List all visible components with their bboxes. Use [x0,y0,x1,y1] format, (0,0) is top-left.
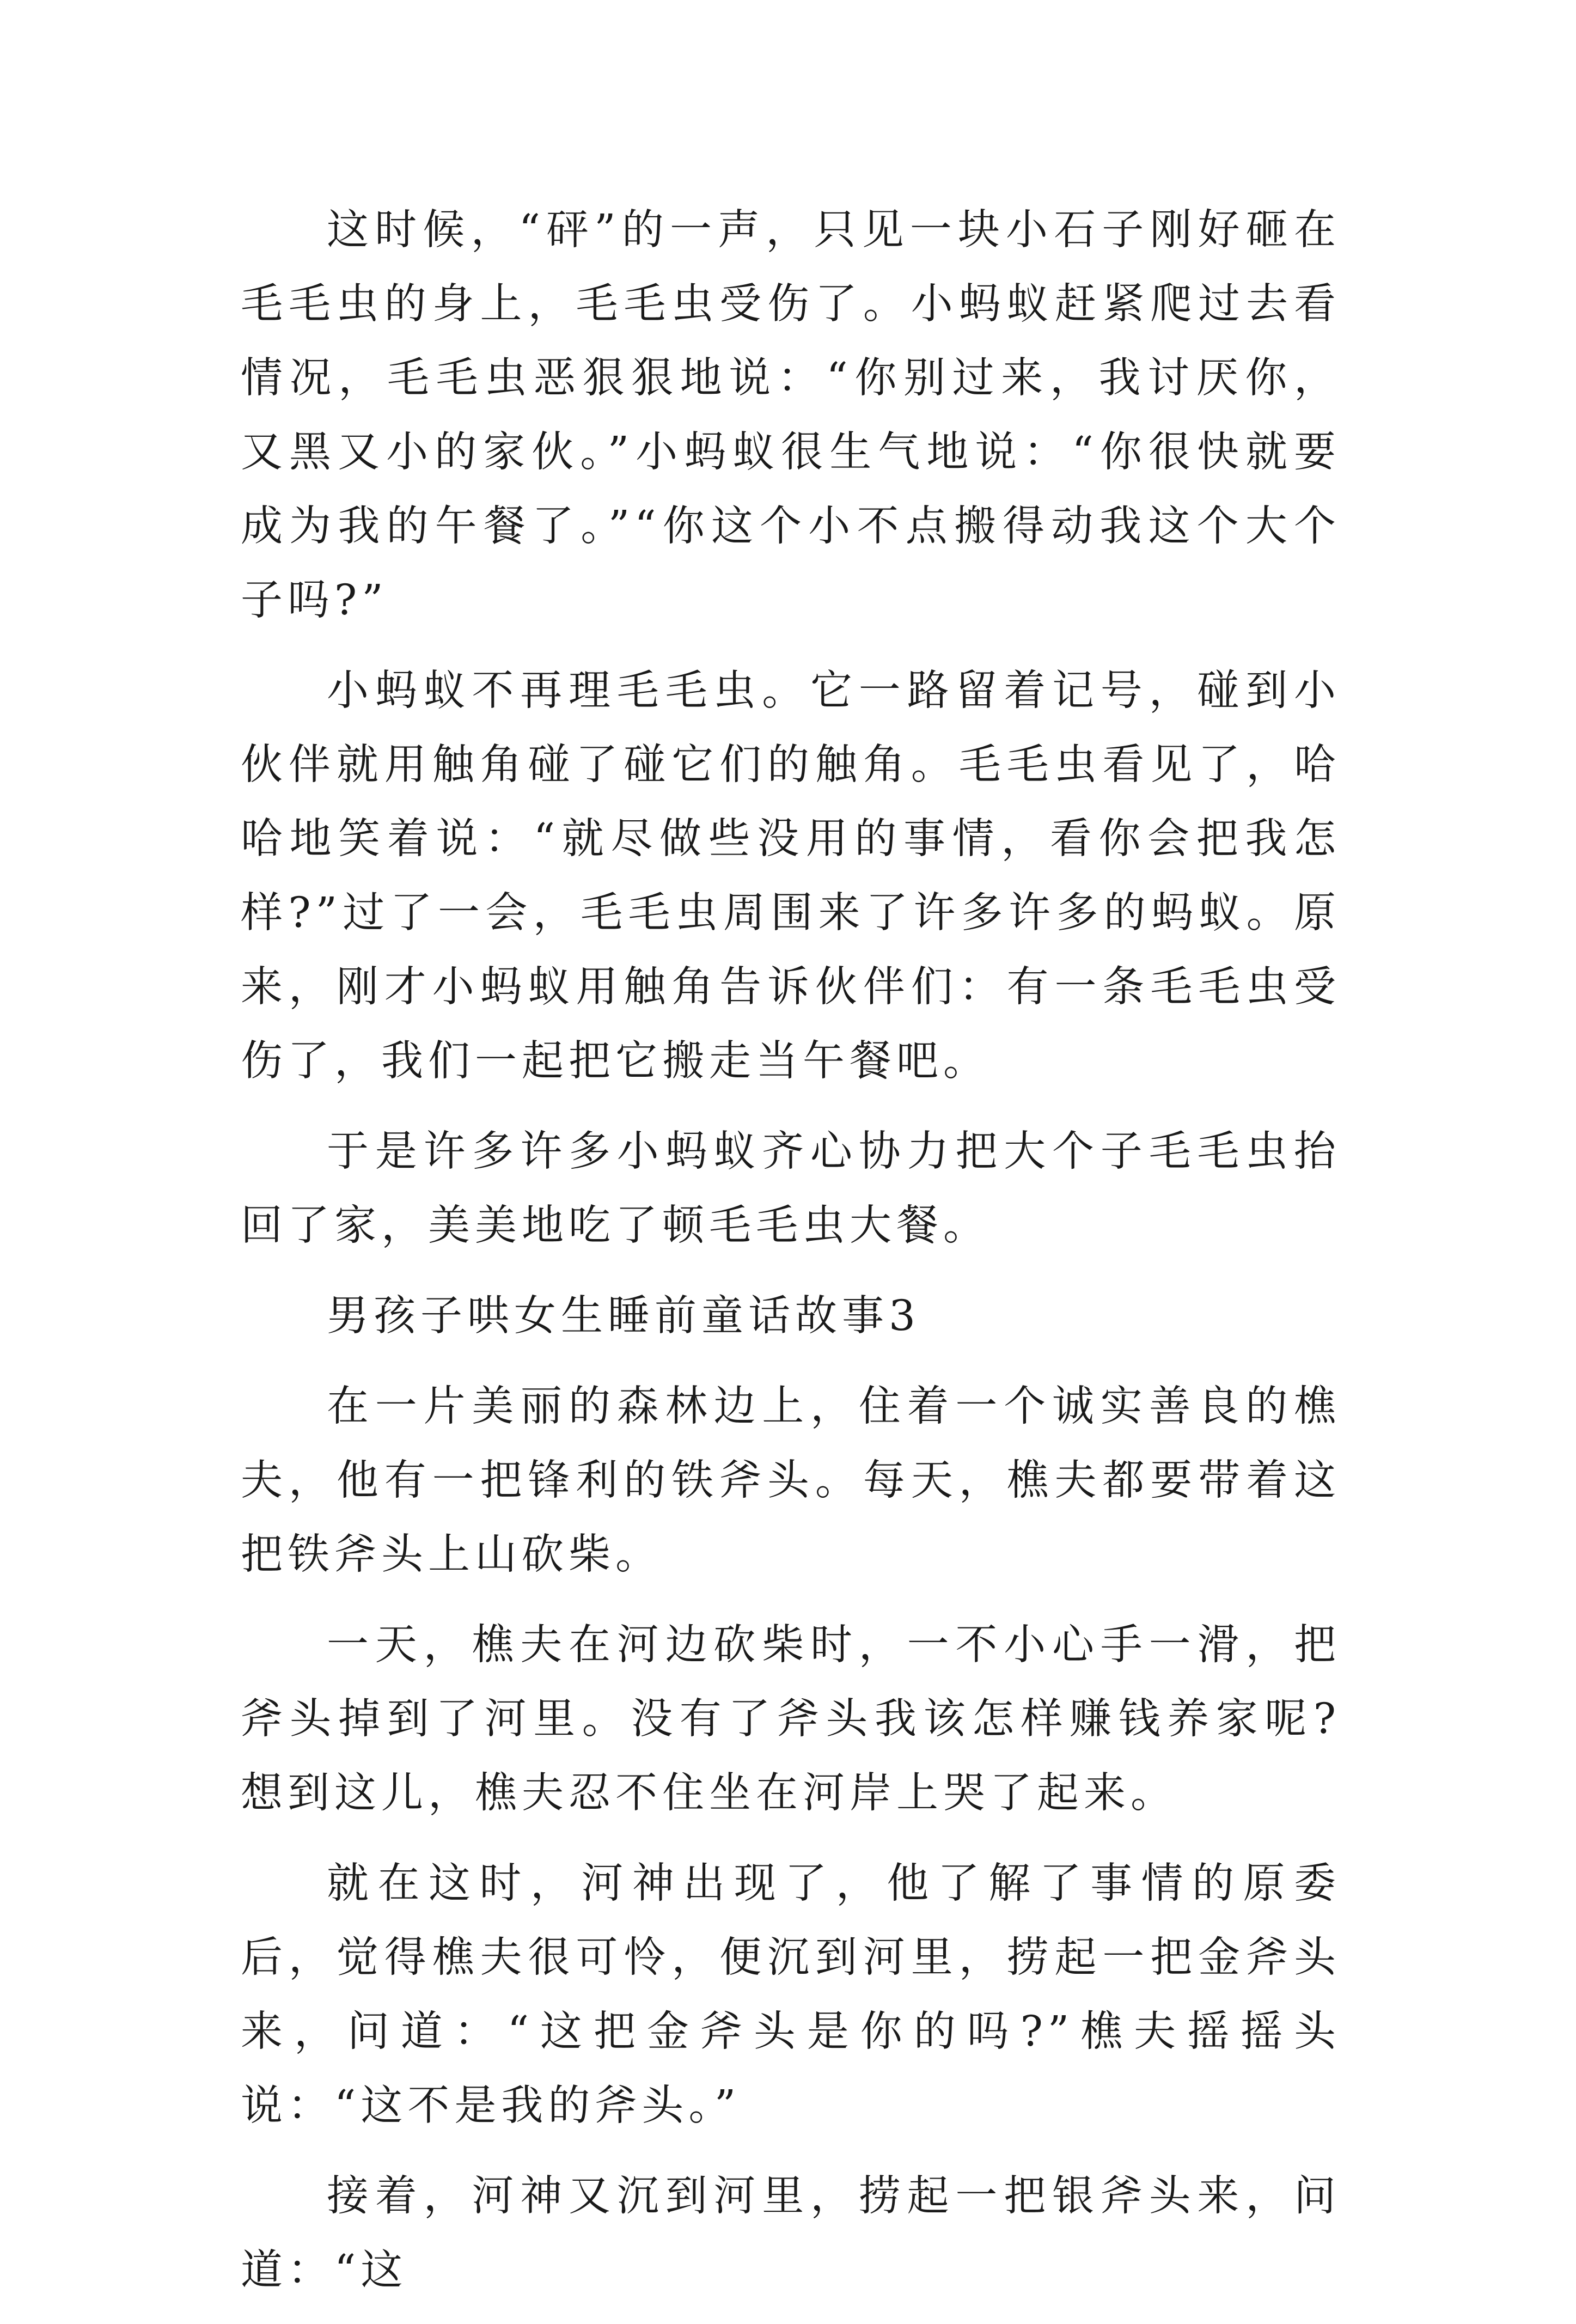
paragraph-caterpillar-injured: 这时候，“砰”的一声，只见一块小石子刚好砸在毛毛虫的身上，毛毛虫受伤了。小蚂蚁赶紧爬过去看情况，毛毛虫恶狠狠地说：“你别过来，我讨厌你，又黑又小的家伙。”小蚂蚁很生气地说：“你很快就要成为我的午餐了。”“你这个小不点搬得动我这个大个子吗?” [241,206,1341,625]
paragraph-woodcutter-intro: 在一片美丽的森林边上，住着一个诚实善良的樵夫，他有一把锋利的铁斧头。每天，樵夫都要带着这把铁斧头上山砍柴。 [241,1382,1341,1579]
paragraph-golden-axe: 就在这时，河神出现了，他了解了事情的原委后，觉得樵夫很可怜，便沉到河里，捞起一把金斧头来，问道：“这把金斧头是你的吗?”樵夫摇摇头说：“这不是我的斧头。” [241,1859,1341,2130]
paragraph-ants-carry-home: 于是许多许多小蚂蚁齐心协力把大个子毛毛虫抬回了家，美美地吃了顿毛毛虫大餐。 [241,1127,1341,1250]
document-body [241,193,1341,2324]
paragraph-axe-falls: 一天，樵夫在河边砍柴时，一不小心手一滑，把斧头掉到了河里。没有了斧头我该怎样赚钱养家呢?想到这儿，樵夫忍不住坐在河岸上哭了起来。 [241,1621,1341,1817]
paragraph-silver-axe: 接着，河神又沉到河里，捞起一把银斧头来，问道：“这 [241,2172,1341,2295]
story-heading: 男孩子哄女生睡前童话故事3 [327,1292,920,1340]
paragraph-ants-gather: 小蚂蚁不再理毛毛虫。它一路留着记号，碰到小伙伴就用触角碰了碰它们的触角。毛毛虫看见了，哈哈地笑着说：“就尽做些没用的事情，看你会把我怎样?”过了一会，毛毛虫周围来了许多许多的蚂蚁。原来，刚才小蚂蚁用触角告诉伙伴们：有一条毛毛虫受伤了，我们一起把它搬走当午餐吧。 [241,667,1341,1085]
